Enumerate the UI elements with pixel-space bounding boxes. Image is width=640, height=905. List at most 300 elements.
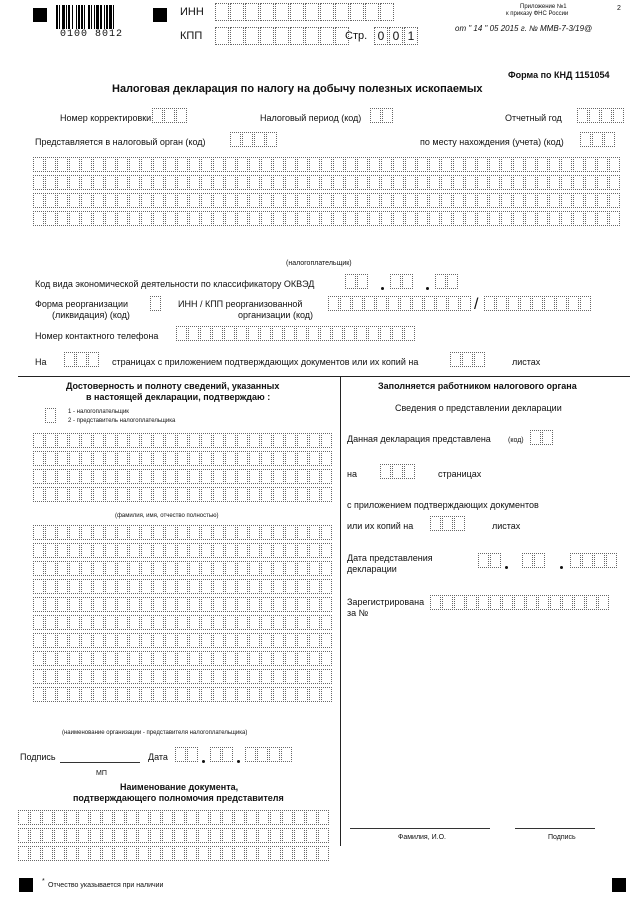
input-cell[interactable] (54, 810, 65, 825)
input-cell[interactable] (321, 193, 332, 208)
input-cell[interactable] (404, 326, 415, 341)
input-cell[interactable] (189, 669, 200, 684)
input-cell[interactable] (261, 579, 272, 594)
input-cell[interactable] (189, 597, 200, 612)
input-cell[interactable] (321, 211, 332, 226)
input-cell[interactable] (388, 296, 399, 311)
input-cell[interactable] (141, 469, 152, 484)
input-cell[interactable] (153, 669, 164, 684)
input-cell[interactable] (81, 157, 92, 172)
input-cell[interactable] (102, 828, 113, 843)
input-cell[interactable] (117, 615, 128, 630)
sign-line[interactable] (60, 762, 140, 763)
input-cell[interactable] (57, 211, 68, 226)
input-cell[interactable] (309, 451, 320, 466)
input-cell[interactable] (393, 193, 404, 208)
input-cell[interactable] (176, 326, 187, 341)
input-cell[interactable] (357, 157, 368, 172)
input-cell[interactable] (245, 27, 259, 45)
input-cell[interactable] (141, 157, 152, 172)
input-cell[interactable] (453, 193, 464, 208)
input-cell[interactable] (114, 810, 125, 825)
input-cell[interactable] (550, 595, 561, 610)
input-cell[interactable] (177, 561, 188, 576)
input-cell[interactable] (213, 579, 224, 594)
input-cell[interactable] (129, 543, 140, 558)
input-cell[interactable] (177, 525, 188, 540)
input-cell[interactable] (237, 525, 248, 540)
location-field[interactable] (580, 132, 616, 147)
input-cell[interactable] (188, 326, 199, 341)
input-cell[interactable] (129, 193, 140, 208)
input-cell[interactable] (57, 193, 68, 208)
input-cell[interactable] (81, 651, 92, 666)
copies-sheets-field[interactable] (430, 516, 466, 531)
input-cell[interactable] (201, 525, 212, 540)
input-cell[interactable] (390, 274, 401, 289)
input-cell[interactable] (285, 543, 296, 558)
input-cell[interactable] (273, 579, 284, 594)
input-cell[interactable] (249, 651, 260, 666)
reorg-form-field[interactable] (150, 296, 162, 311)
input-cell[interactable] (261, 597, 272, 612)
input-cell[interactable] (105, 175, 116, 190)
input-cell[interactable] (273, 525, 284, 540)
input-cell[interactable] (321, 615, 332, 630)
input-cell[interactable] (153, 211, 164, 226)
input-cell[interactable] (320, 3, 334, 21)
input-cell[interactable] (177, 633, 188, 648)
input-cell[interactable] (261, 469, 272, 484)
input-cell[interactable] (237, 469, 248, 484)
input-cell[interactable] (261, 193, 272, 208)
input-cell[interactable] (261, 175, 272, 190)
input-cell[interactable] (601, 108, 612, 123)
input-cell[interactable] (213, 211, 224, 226)
input-cell[interactable] (490, 553, 501, 568)
input-cell[interactable] (453, 175, 464, 190)
input-cell[interactable] (69, 451, 80, 466)
input-cell[interactable] (138, 846, 149, 861)
input-cell[interactable] (309, 633, 320, 648)
input-cell[interactable] (225, 525, 236, 540)
input-cell[interactable] (441, 211, 452, 226)
input-cell[interactable] (258, 846, 269, 861)
input-cell[interactable] (201, 669, 212, 684)
input-cell[interactable] (309, 211, 320, 226)
input-cell[interactable] (57, 175, 68, 190)
input-cell[interactable] (175, 747, 186, 762)
input-cell[interactable] (321, 469, 332, 484)
input-cell[interactable] (297, 451, 308, 466)
input-cell[interactable] (165, 651, 176, 666)
input-cell[interactable] (242, 132, 253, 147)
input-cell[interactable] (57, 469, 68, 484)
input-cell[interactable] (597, 157, 608, 172)
input-cell[interactable] (350, 3, 364, 21)
input-cell[interactable] (556, 296, 567, 311)
input-cell[interactable] (261, 211, 272, 226)
input-cell[interactable] (93, 175, 104, 190)
authority-doc-grid[interactable] (18, 810, 330, 864)
input-cell[interactable] (213, 193, 224, 208)
input-cell[interactable] (297, 433, 308, 448)
input-cell[interactable] (117, 561, 128, 576)
input-cell[interactable] (281, 747, 292, 762)
input-cell[interactable] (105, 193, 116, 208)
input-cell[interactable] (177, 687, 188, 702)
input-cell[interactable] (592, 132, 603, 147)
input-cell[interactable] (189, 525, 200, 540)
input-cell[interactable] (538, 595, 549, 610)
input-cell[interactable] (429, 211, 440, 226)
input-cell[interactable] (285, 525, 296, 540)
input-cell[interactable] (177, 193, 188, 208)
input-cell[interactable] (604, 132, 615, 147)
input-cell[interactable] (54, 846, 65, 861)
right-pages-field[interactable] (380, 464, 416, 479)
input-cell[interactable] (297, 561, 308, 576)
input-cell[interactable] (30, 846, 41, 861)
input-cell[interactable] (258, 828, 269, 843)
input-cell[interactable] (249, 487, 260, 502)
input-cell[interactable] (81, 561, 92, 576)
input-cell[interactable] (257, 747, 268, 762)
input-cell[interactable] (114, 828, 125, 843)
input-cell[interactable] (270, 828, 281, 843)
input-cell[interactable] (33, 597, 44, 612)
input-cell[interactable] (297, 669, 308, 684)
input-cell[interactable] (138, 828, 149, 843)
input-cell[interactable] (285, 451, 296, 466)
input-cell[interactable] (153, 597, 164, 612)
input-cell[interactable] (273, 687, 284, 702)
input-cell[interactable] (249, 579, 260, 594)
input-cell[interactable] (225, 451, 236, 466)
input-cell[interactable] (537, 175, 548, 190)
input-cell[interactable] (435, 274, 446, 289)
input-cell[interactable] (237, 433, 248, 448)
input-cell[interactable] (165, 615, 176, 630)
input-cell[interactable] (225, 433, 236, 448)
input-cell[interactable] (189, 451, 200, 466)
input-cell[interactable] (345, 211, 356, 226)
input-cell[interactable] (297, 579, 308, 594)
input-cell[interactable] (213, 543, 224, 558)
input-cell[interactable] (117, 211, 128, 226)
input-cell[interactable] (215, 3, 229, 21)
input-cell[interactable] (90, 828, 101, 843)
input-cell[interactable] (460, 296, 471, 311)
input-cell[interactable] (321, 487, 332, 502)
input-cell[interactable] (153, 543, 164, 558)
input-cell[interactable] (261, 651, 272, 666)
input-cell[interactable] (544, 296, 555, 311)
input-cell[interactable] (246, 810, 257, 825)
input-cell[interactable] (306, 846, 317, 861)
input-cell[interactable] (489, 157, 500, 172)
year-field[interactable] (577, 108, 625, 123)
input-cell[interactable] (321, 687, 332, 702)
input-cell[interactable] (477, 157, 488, 172)
pages-count-field[interactable] (64, 352, 100, 367)
input-cell[interactable] (187, 747, 198, 762)
input-cell[interactable] (69, 615, 80, 630)
input-cell[interactable] (177, 669, 188, 684)
input-cell[interactable] (309, 597, 320, 612)
input-cell[interactable] (297, 543, 308, 558)
input-cell[interactable] (69, 597, 80, 612)
input-cell[interactable] (520, 296, 531, 311)
input-cell[interactable] (249, 525, 260, 540)
input-cell[interactable] (153, 433, 164, 448)
input-cell[interactable] (382, 108, 393, 123)
input-cell[interactable] (272, 326, 283, 341)
input-cell[interactable] (129, 669, 140, 684)
input-cell[interactable] (129, 487, 140, 502)
input-cell[interactable] (309, 615, 320, 630)
input-cell[interactable] (321, 651, 332, 666)
input-cell[interactable] (249, 597, 260, 612)
input-cell[interactable] (321, 579, 332, 594)
input-cell[interactable] (189, 157, 200, 172)
input-cell[interactable] (162, 846, 173, 861)
input-cell[interactable] (297, 175, 308, 190)
input-cell[interactable] (285, 579, 296, 594)
input-cell[interactable] (105, 451, 116, 466)
input-cell[interactable] (364, 296, 375, 311)
input-cell[interactable] (57, 651, 68, 666)
input-cell[interactable] (57, 451, 68, 466)
input-cell[interactable] (165, 579, 176, 594)
input-cell[interactable] (177, 157, 188, 172)
input-cell[interactable] (496, 296, 507, 311)
input-cell[interactable] (561, 193, 572, 208)
reorg-inn-field[interactable] (328, 296, 472, 311)
input-cell[interactable] (225, 597, 236, 612)
input-cell[interactable] (305, 3, 319, 21)
input-cell[interactable] (393, 175, 404, 190)
input-cell[interactable] (117, 579, 128, 594)
input-cell[interactable] (153, 561, 164, 576)
input-cell[interactable] (381, 211, 392, 226)
input-cell[interactable] (129, 561, 140, 576)
input-cell[interactable] (309, 669, 320, 684)
input-cell[interactable] (105, 669, 116, 684)
input-cell[interactable] (45, 579, 56, 594)
input-cell[interactable] (273, 615, 284, 630)
input-cell[interactable] (57, 579, 68, 594)
input-cell[interactable] (152, 108, 163, 123)
input-cell[interactable] (537, 157, 548, 172)
input-cell[interactable] (465, 211, 476, 226)
input-cell[interactable] (357, 175, 368, 190)
input-cell[interactable] (213, 615, 224, 630)
input-cell[interactable] (213, 597, 224, 612)
input-cell[interactable] (201, 469, 212, 484)
input-cell[interactable] (285, 193, 296, 208)
input-cell[interactable] (129, 651, 140, 666)
input-cell[interactable] (57, 543, 68, 558)
input-cell[interactable] (201, 579, 212, 594)
input-cell[interactable] (562, 595, 573, 610)
input-cell[interactable] (45, 525, 56, 540)
input-cell[interactable] (69, 487, 80, 502)
input-cell[interactable] (597, 193, 608, 208)
input-cell[interactable] (81, 633, 92, 648)
input-cell[interactable] (477, 175, 488, 190)
inn-field[interactable] (215, 3, 395, 21)
input-cell[interactable] (105, 687, 116, 702)
input-cell[interactable] (230, 27, 244, 45)
input-cell[interactable] (117, 157, 128, 172)
input-cell[interactable] (273, 433, 284, 448)
input-cell[interactable] (225, 633, 236, 648)
input-cell[interactable] (117, 633, 128, 648)
input-cell[interactable] (45, 451, 56, 466)
input-cell[interactable] (357, 211, 368, 226)
correction-field[interactable] (152, 108, 188, 123)
input-cell[interactable] (215, 27, 229, 45)
input-cell[interactable] (392, 464, 403, 479)
input-cell[interactable] (201, 633, 212, 648)
input-cell[interactable] (164, 108, 175, 123)
fio-grid[interactable] (33, 433, 333, 505)
input-cell[interactable] (225, 469, 236, 484)
input-cell[interactable] (237, 487, 248, 502)
input-cell[interactable] (153, 487, 164, 502)
input-cell[interactable] (33, 175, 44, 190)
input-cell[interactable] (561, 211, 572, 226)
input-cell[interactable] (141, 525, 152, 540)
input-cell[interactable] (513, 157, 524, 172)
input-cell[interactable] (261, 687, 272, 702)
input-cell[interactable] (261, 615, 272, 630)
input-cell[interactable] (18, 810, 29, 825)
input-cell[interactable] (45, 561, 56, 576)
input-cell[interactable] (213, 669, 224, 684)
input-cell[interactable] (450, 352, 461, 367)
input-cell[interactable] (430, 516, 441, 531)
input-cell[interactable] (78, 846, 89, 861)
input-cell[interactable] (294, 828, 305, 843)
input-cell[interactable] (105, 633, 116, 648)
input-cell[interactable] (93, 525, 104, 540)
input-cell[interactable] (213, 451, 224, 466)
input-cell[interactable] (138, 810, 149, 825)
input-cell[interactable] (429, 193, 440, 208)
input-cell[interactable] (189, 543, 200, 558)
input-cell[interactable] (225, 175, 236, 190)
period-field[interactable] (370, 108, 394, 123)
input-cell[interactable] (201, 157, 212, 172)
input-cell[interactable] (285, 669, 296, 684)
input-cell[interactable] (345, 193, 356, 208)
input-cell[interactable] (234, 846, 245, 861)
input-cell[interactable] (321, 597, 332, 612)
input-cell[interactable] (501, 157, 512, 172)
input-cell[interactable] (64, 352, 75, 367)
input-cell[interactable] (33, 669, 44, 684)
input-cell[interactable] (201, 597, 212, 612)
submission-code-field[interactable] (530, 430, 554, 445)
input-cell[interactable] (285, 211, 296, 226)
input-cell[interactable] (273, 175, 284, 190)
input-cell[interactable] (201, 615, 212, 630)
input-cell[interactable] (129, 157, 140, 172)
input-cell[interactable] (93, 687, 104, 702)
input-cell[interactable] (81, 579, 92, 594)
input-cell[interactable] (320, 326, 331, 341)
input-cell[interactable] (321, 669, 332, 684)
input-cell[interactable] (213, 469, 224, 484)
input-cell[interactable] (405, 211, 416, 226)
input-cell[interactable] (376, 296, 387, 311)
input-cell[interactable] (273, 469, 284, 484)
input-cell[interactable] (165, 525, 176, 540)
input-cell[interactable] (57, 615, 68, 630)
input-cell[interactable] (261, 669, 272, 684)
input-cell[interactable] (165, 211, 176, 226)
input-cell[interactable] (273, 193, 284, 208)
input-cell[interactable] (105, 525, 116, 540)
input-cell[interactable] (585, 211, 596, 226)
input-cell[interactable] (574, 595, 585, 610)
input-cell[interactable] (117, 469, 128, 484)
input-cell[interactable] (18, 846, 29, 861)
input-cell[interactable] (273, 633, 284, 648)
input-cell[interactable] (393, 211, 404, 226)
input-cell[interactable] (201, 193, 212, 208)
input-cell[interactable] (501, 193, 512, 208)
input-cell[interactable] (502, 595, 513, 610)
input-cell[interactable] (177, 651, 188, 666)
input-cell[interactable] (237, 193, 248, 208)
input-cell[interactable] (525, 193, 536, 208)
input-cell[interactable] (381, 157, 392, 172)
submission-date-day[interactable] (478, 553, 502, 568)
input-cell[interactable] (150, 846, 161, 861)
input-cell[interactable] (81, 451, 92, 466)
input-cell[interactable] (57, 597, 68, 612)
input-cell[interactable] (129, 433, 140, 448)
input-cell[interactable] (333, 175, 344, 190)
input-cell[interactable] (245, 747, 256, 762)
okved-field-2[interactable] (390, 274, 414, 289)
input-cell[interactable] (57, 487, 68, 502)
input-cell[interactable] (177, 433, 188, 448)
input-cell[interactable] (213, 487, 224, 502)
input-cell[interactable] (613, 108, 624, 123)
input-cell[interactable] (273, 651, 284, 666)
input-cell[interactable] (165, 157, 176, 172)
input-cell[interactable] (186, 828, 197, 843)
input-cell[interactable] (129, 615, 140, 630)
input-cell[interactable] (357, 193, 368, 208)
input-cell[interactable] (501, 211, 512, 226)
input-cell[interactable] (177, 579, 188, 594)
input-cell[interactable] (78, 810, 89, 825)
input-cell[interactable] (284, 326, 295, 341)
input-cell[interactable] (57, 157, 68, 172)
officer-fio-line[interactable] (350, 828, 490, 829)
input-cell[interactable] (93, 597, 104, 612)
input-cell[interactable] (549, 211, 560, 226)
input-cell[interactable] (33, 615, 44, 630)
input-cell[interactable] (117, 687, 128, 702)
input-cell[interactable] (309, 543, 320, 558)
input-cell[interactable] (453, 157, 464, 172)
